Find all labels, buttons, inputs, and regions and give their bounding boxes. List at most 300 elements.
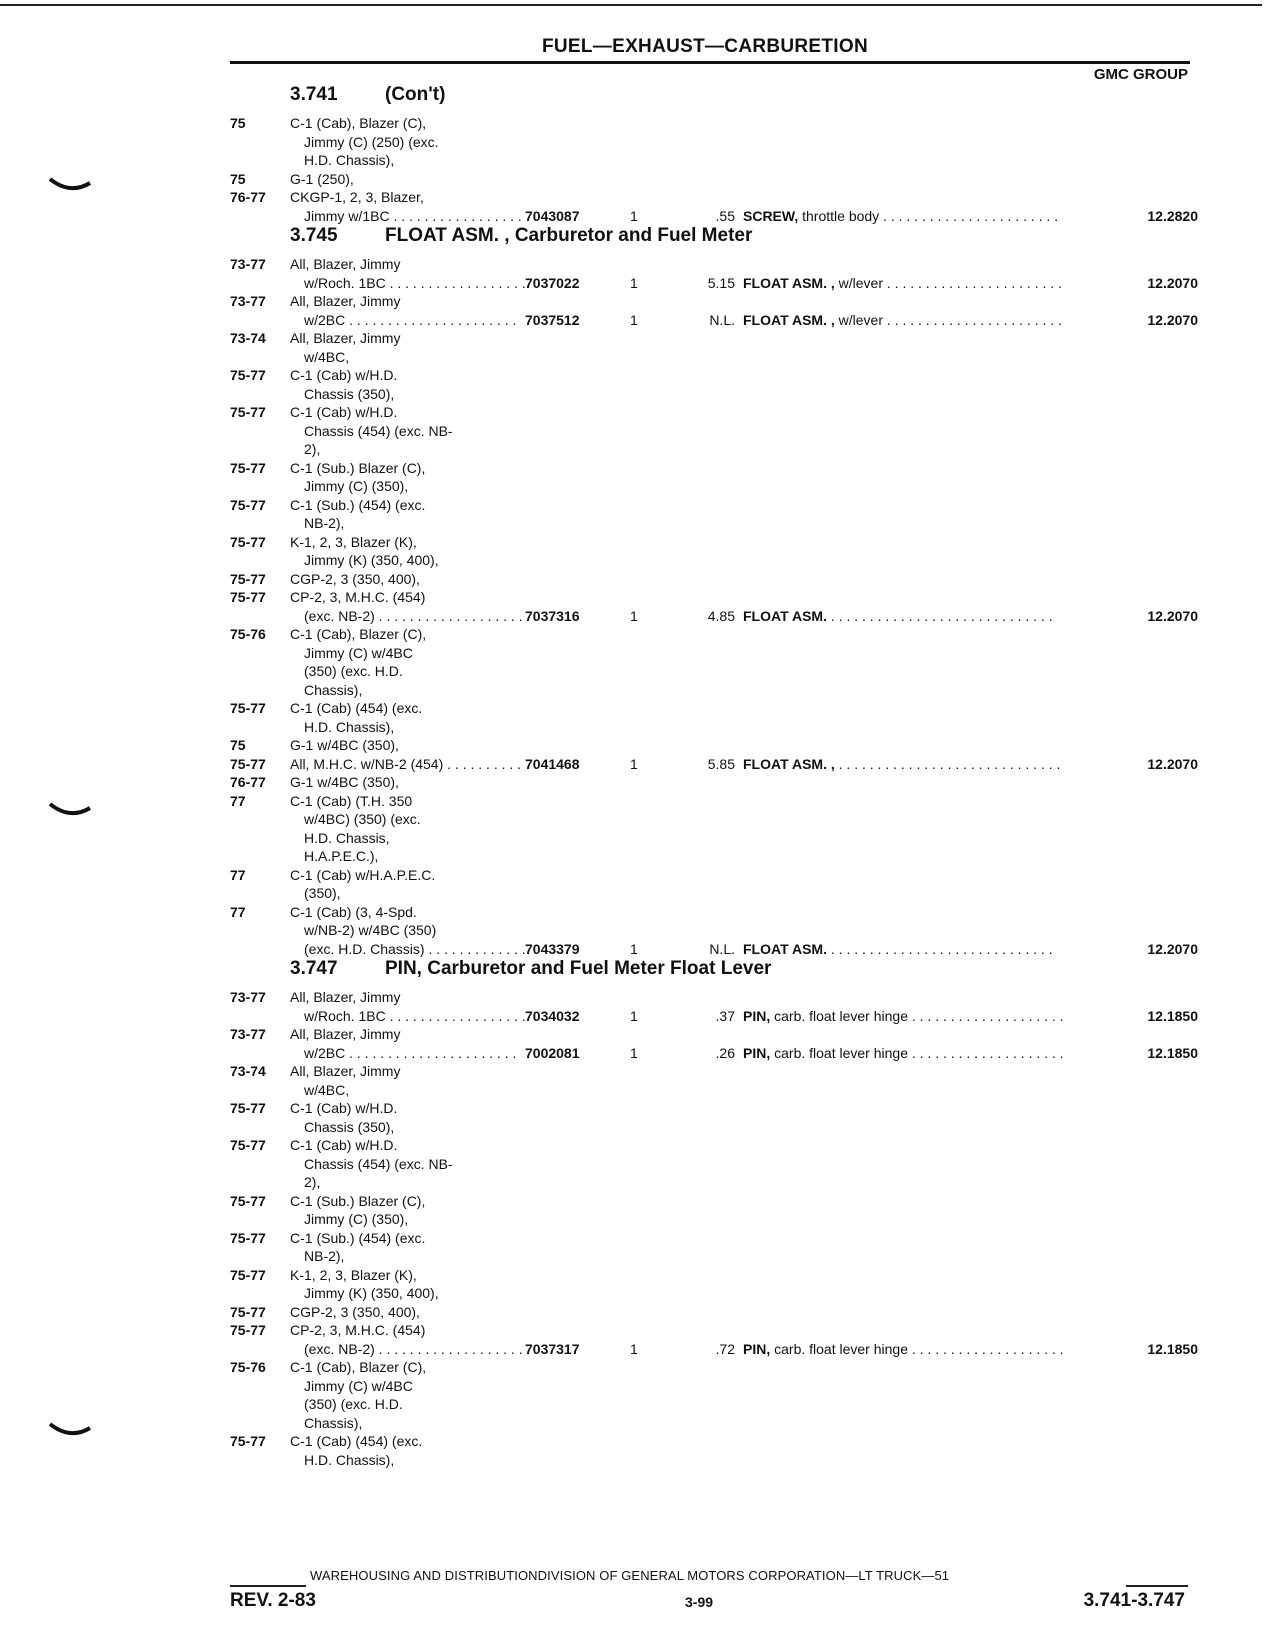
binding-hole-mark [48,800,93,820]
table-row [230,988,1198,1025]
group-number: 12.2820 [1147,207,1198,224]
application-line [290,988,525,1007]
part-name-bold: FLOAT ASM. [743,607,827,624]
table-row [230,403,1190,459]
quantity: 1 [630,1044,638,1061]
application-line [290,1025,525,1044]
part-number: 7043379 [525,940,580,957]
table-row [230,588,1198,625]
application-line [290,403,525,422]
part-number: 7037317 [525,1340,580,1357]
application-text: All, Blazer, Jimmy [290,256,401,272]
application-text: w/2BC . . . [304,312,516,328]
model-years: 75-77 [230,1192,266,1209]
application-text: w/4BC) (350) (exc. [304,811,421,827]
application-line [290,422,525,441]
model-years: 75-77 [230,1137,266,1153]
application-description [290,773,525,792]
application-line [290,329,525,348]
group-number: 12.2070 [1147,311,1198,328]
application-line [290,847,525,866]
application-line [290,570,525,589]
table-row [230,1321,1198,1358]
model-years: 75-77 [230,589,266,605]
application-line [290,514,525,533]
table-row [230,866,1190,903]
application-description [290,255,525,292]
model-years: 75-77 [230,755,266,772]
model-years: 73-74 [230,1063,266,1079]
application-description [290,1062,525,1099]
part-number: 7037316 [525,607,580,624]
application-text: C-1 (Sub.) Blazer (C), [290,459,426,476]
application-line [290,1044,525,1063]
application-text: Chassis (350), [304,1118,395,1135]
application-text: C-1 (Cab) (454) (exc. [290,1433,423,1449]
application-line [290,1340,525,1359]
group-number: 12.2070 [1147,940,1198,957]
application-line [290,1007,525,1026]
part-name-detail: carb. float lever hinge [770,1340,908,1357]
application-description [290,1136,525,1192]
group-number: 12.2070 [1147,274,1198,291]
leader-dots [883,275,1063,291]
part-name-bold: PIN, [743,1044,771,1061]
list-price: N.L. [709,311,735,328]
revision-label: REV. 2-83 [230,1590,316,1611]
application-line [290,1266,525,1285]
application-text: C-1 (Cab), Blazer (C), [290,1359,427,1375]
list-price: 5.15 [707,274,735,291]
application-text: CGP-2, 3 (350, 400), [290,570,420,587]
application-text: (350), [304,885,341,901]
application-line [290,884,525,903]
table-row [230,699,1190,736]
application-line [290,1451,525,1470]
application-text: H.A.P.E.C.), [304,848,379,864]
leader-dots [908,1045,1063,1061]
model-years: 75-77 [230,1100,266,1116]
section-number: 3.745 [290,225,338,246]
part-name [743,1007,1063,1026]
binding-hole-mark [48,175,93,195]
application-description [290,1229,525,1266]
application-description [290,625,525,699]
application-text: C-1 (Cab), Blazer (C), [290,626,427,642]
application-line [290,1081,525,1100]
section-heading [230,958,1190,988]
section-number: 3.741 [290,84,338,105]
application-line [290,1136,525,1155]
binding-hole-mark [48,1420,93,1440]
quantity: 1 [630,207,638,224]
part-name-bold: PIN, [743,1007,771,1024]
table-row [230,1266,1190,1303]
application-text: NB-2), [304,515,345,531]
application-text: w/Roch. 1BC . . . [304,275,525,291]
model-years: 73-77 [230,989,266,1005]
application-description [290,188,525,225]
footer-rule-right [1126,1585,1188,1587]
application-text: (350) (exc. H.D. [304,1396,403,1412]
model-years: 77 [230,903,246,920]
table-row [230,170,1190,189]
application-line [290,255,525,274]
application-line [290,1210,525,1229]
part-name [743,755,1063,774]
model-years: 76-77 [230,189,266,205]
model-years: 75-77 [230,1229,266,1246]
model-years: 75-77 [230,459,266,476]
application-line [290,1284,525,1303]
application-line [290,459,525,478]
section-title: PIN, Carburetor and Fuel Meter Float Lever [385,958,772,979]
application-text: G-1 w/4BC (350), [290,737,399,753]
application-line [290,188,525,207]
application-text: Jimmy (C) w/4BC [304,644,413,661]
part-number: 7043087 [525,207,580,224]
group-number: 12.1850 [1147,1007,1198,1024]
application-line [290,1358,525,1377]
table-row [230,1303,1190,1322]
application-text: CP-2, 3, M.H.C. (454) [290,589,426,605]
table-row [230,1025,1198,1062]
application-description [290,1025,525,1062]
section-heading [230,225,1190,255]
quantity: 1 [630,1340,638,1357]
quantity: 1 [630,1007,638,1024]
application-text: All, Blazer, Jimmy [290,330,401,346]
section-title: FLOAT ASM. , Carburetor and Fuel Meter [385,225,753,246]
application-text: Jimmy (C) (250) (exc. [304,133,439,150]
application-text: Jimmy (K) (350, 400), [304,552,439,568]
table-row [230,625,1190,699]
model-years: 75-77 [230,570,266,587]
application-line [290,1432,525,1451]
application-line [290,170,525,189]
model-years: 75-76 [230,626,266,642]
application-description [290,903,525,959]
application-description [290,1266,525,1303]
part-number: 7037022 [525,274,580,291]
application-line [290,903,525,922]
application-text: H.D. Chassis, [304,829,390,846]
application-text: Chassis), [304,681,363,698]
list-price: N.L. [709,940,735,957]
part-name [743,940,1063,959]
application-text: w/NB-2) w/4BC (350) [304,922,437,938]
application-description [290,1099,525,1136]
application-line [290,773,525,792]
table-row [230,1358,1190,1432]
application-text: All, Blazer, Jimmy [290,1063,401,1079]
application-text: C-1 (Cab) w/H.D. [290,404,398,420]
model-years: 75-77 [230,533,266,550]
list-price: .37 [715,1007,735,1024]
application-text: All, M.H.C. w/NB-2 (454) . . . [290,756,525,772]
application-line [290,755,525,774]
part-name-detail: w/lever [834,274,883,291]
model-years: 77 [230,792,246,809]
application-description [290,588,525,625]
model-years: 75 [230,115,246,131]
application-line [290,551,525,570]
application-line [290,625,525,644]
application-description [290,366,525,403]
application-line [290,292,525,311]
application-description [290,988,525,1025]
application-text: Jimmy (C) w/4BC [304,1377,413,1394]
application-text: C-1 (Cab) w/H.A.P.E.C. [290,866,436,883]
model-years: 77 [230,866,246,883]
application-text: C-1 (Cab) w/H.D. [290,1137,398,1153]
application-line [290,607,525,626]
application-text: Jimmy (C) (350), [304,1211,409,1227]
part-name-detail: w/lever [834,311,883,328]
part-number: 7037512 [525,311,580,328]
application-line [290,1303,525,1322]
application-description [290,1432,525,1469]
table-row [230,1192,1190,1229]
leader-dots [879,208,1063,224]
application-text: w/Roch. 1BC . . . [304,1008,525,1024]
quantity: 1 [630,274,638,291]
application-text: Chassis), [304,1414,363,1431]
application-text: C-1 (Sub.) (454) (exc. [290,496,426,513]
leader-dots [908,1341,1063,1357]
application-text: C-1 (Cab) (454) (exc. [290,700,423,716]
application-text: C-1 (Cab), Blazer (C), [290,115,427,131]
model-years: 73-77 [230,293,266,309]
quantity: 1 [630,940,638,957]
leader-dots [827,941,1053,957]
section-range: 3.741-3.747 [1083,1590,1185,1611]
model-years: 73-77 [230,256,266,272]
application-text: Jimmy w/1BC . . . [304,208,525,224]
application-line [290,1229,525,1248]
table-row [230,255,1198,292]
application-description [290,792,525,866]
application-line [290,496,525,515]
application-line [290,207,525,226]
application-line [290,588,525,607]
application-line [290,1155,525,1174]
application-line [290,477,525,496]
application-text: CKGP-1, 2, 3, Blazer, [290,189,424,205]
application-text: K-1, 2, 3, Blazer (K), [290,1266,417,1283]
application-text: 2), [304,441,321,457]
application-description [290,1192,525,1229]
part-name-bold: SCREW, [743,207,799,224]
quantity: 1 [630,755,638,772]
part-name-bold: FLOAT ASM. , [743,274,835,291]
part-name [743,607,1063,626]
model-years: 75-77 [230,700,266,716]
application-description [290,403,525,459]
application-text: C-1 (Sub.) Blazer (C), [290,1192,426,1209]
application-line [290,718,525,737]
model-years: 75-77 [230,1303,266,1320]
table-row [230,533,1190,570]
part-name-bold: FLOAT ASM. [743,940,827,957]
application-description [290,533,525,570]
application-line [290,274,525,293]
application-text: K-1, 2, 3, Blazer (K), [290,533,417,550]
application-text: C-1 (Sub.) (454) (exc. [290,1229,426,1246]
table-row [230,736,1190,755]
page-number: 3-99 [685,1594,714,1610]
application-line [290,644,525,663]
model-years: 75-77 [230,1266,266,1283]
application-line [290,921,525,940]
application-line [290,533,525,552]
model-years: 76-77 [230,774,266,790]
application-text: C-1 (Cab) (3, 4-Spd. [290,903,417,920]
application-line [290,1395,525,1414]
application-line [290,866,525,885]
part-number: 7041468 [525,755,580,772]
application-line [290,1099,525,1118]
part-name [743,1340,1063,1359]
application-line [290,114,525,133]
application-line [290,366,525,385]
model-years: 75-77 [230,367,266,383]
leader-dots [908,1008,1063,1024]
group-label: GMC GROUP [1093,66,1188,83]
application-text: All, Blazer, Jimmy [290,989,401,1005]
application-line [290,681,525,700]
leader-dots [883,312,1063,328]
application-description [290,699,525,736]
list-price: 4.85 [707,607,735,624]
application-text: (exc. NB-2) . . . [304,1341,525,1357]
application-line [290,1192,525,1211]
application-line [290,699,525,718]
application-line [290,1173,525,1192]
table-row [230,1229,1190,1266]
part-number: 7002081 [525,1044,580,1061]
table-row [230,292,1198,329]
table-row [230,1062,1190,1099]
application-text: Chassis (454) (exc. NB- [304,422,453,439]
application-description [290,1321,525,1358]
application-text: All, Blazer, Jimmy [290,293,401,309]
section-number: 3.747 [290,958,338,979]
part-name-bold: PIN, [743,1340,771,1357]
table-row [230,1099,1190,1136]
quantity: 1 [630,311,638,328]
table-row [230,459,1190,496]
application-line [290,792,525,811]
footer-text: WAREHOUSING AND DISTRIBUTIONDIVISION OF GENERAL MOTORS CORPORATION—LT TRUCK—51 [310,1568,950,1583]
table-row [230,1136,1190,1192]
table-row [230,570,1190,589]
model-years: 75 [230,737,246,753]
application-description [290,170,525,189]
top-border-line [0,4,1262,6]
application-description [290,866,525,903]
group-number: 12.2070 [1147,607,1198,624]
application-text: (exc. H.D. Chassis) . . . [304,941,525,957]
table-row [230,329,1190,366]
part-name-bold: FLOAT ASM. , [743,311,835,328]
application-text: H.D. Chassis), [304,1451,395,1468]
list-price: 5.85 [707,755,735,772]
application-text: All, Blazer, Jimmy [290,1026,401,1042]
application-line [290,662,525,681]
group-number: 12.1850 [1147,1044,1198,1061]
application-text: NB-2), [304,1248,345,1264]
application-line [290,1321,525,1340]
model-years: 75-77 [230,1322,266,1338]
table-row [230,188,1198,225]
application-description [290,1358,525,1432]
model-years: 73-77 [230,1026,266,1042]
application-text: H.D. Chassis), [304,718,395,735]
table-row [230,366,1190,403]
application-text: 2), [304,1174,321,1190]
part-name-detail: carb. float lever hinge [770,1007,908,1024]
table-row [230,114,1190,170]
quantity: 1 [630,607,638,624]
section-title: (Con't) [385,84,446,105]
table-row [230,903,1198,959]
part-name-detail: throttle body [798,207,880,224]
application-line [290,810,525,829]
part-name [743,311,1063,330]
application-line [290,940,525,959]
application-text: CP-2, 3, M.H.C. (454) [290,1322,426,1338]
footer-rule-left [230,1585,306,1587]
part-number: 7034032 [525,1007,580,1024]
group-number: 12.1850 [1147,1340,1198,1357]
application-line [290,1377,525,1396]
table-row [230,773,1190,792]
application-description [290,755,525,774]
model-years: 73-74 [230,330,266,346]
application-line [290,151,525,170]
application-description [290,292,525,329]
application-text: C-1 (Cab) w/H.D. [290,367,398,383]
page-title: FUEL—EXHAUST—CARBURETION [542,36,868,57]
application-line [290,1414,525,1433]
application-line [290,1062,525,1081]
part-name-bold: FLOAT ASM. , [743,755,835,772]
application-text: w/2BC . . . [304,1045,516,1061]
application-line [290,1247,525,1266]
part-name [743,1044,1063,1063]
list-price: .55 [715,207,735,224]
application-text: w/4BC, [304,348,350,365]
application-description [290,329,525,366]
part-name [743,274,1063,293]
model-years: 75-76 [230,1359,266,1375]
application-text: C-1 (Cab) w/H.D. [290,1100,398,1116]
application-text: Chassis (454) (exc. NB- [304,1155,453,1172]
application-description [290,114,525,170]
application-text: Jimmy (K) (350, 400), [304,1285,439,1301]
application-description [290,459,525,496]
list-price: .26 [715,1044,735,1061]
application-description [290,570,525,589]
application-line [290,385,525,404]
application-text: w/4BC, [304,1081,350,1098]
list-price: .72 [715,1340,735,1357]
model-years: 75-77 [230,496,266,513]
parts-list [230,84,1198,1469]
application-line [290,829,525,848]
application-text: G-1 w/4BC (350), [290,774,399,790]
